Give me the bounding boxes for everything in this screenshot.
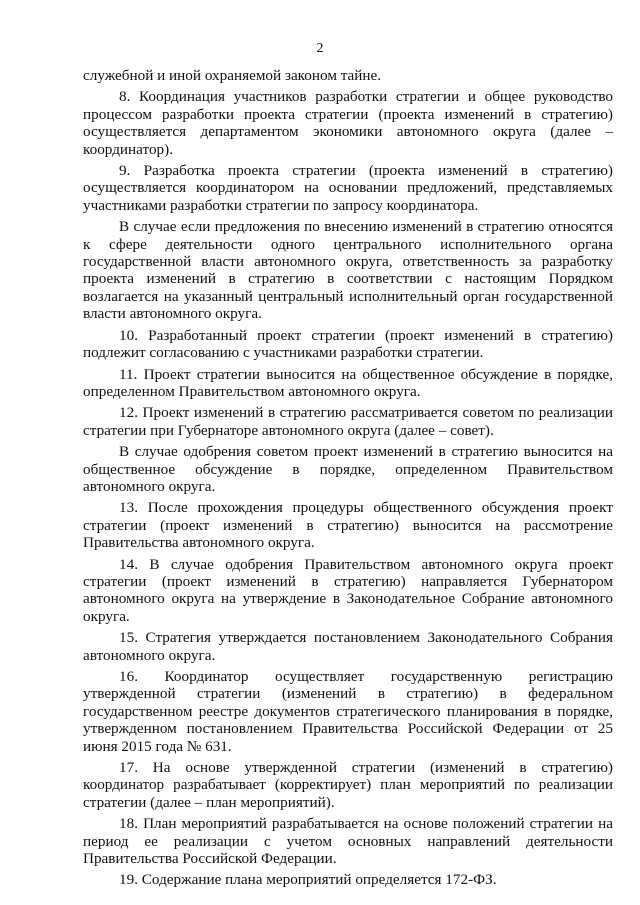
paragraph-item-9-note: В случае если предложения по внесению изменений в стратегию относятся к сфере деятельности одного центрального исполнительного органа государственной власти автономного округа, ответственность за разработку проекта изменений в стратегию в соответствии с настоящим Порядком возлагается на указанный центральный исполнительный орган государственной власти автономного округа.	[83, 218, 613, 323]
paragraph-continuation: служебной и иной охраняемой законом тайне.	[83, 67, 382, 84]
paragraph-item-19: 19. Содержание плана мероприятий определяется 172-ФЗ.	[119, 871, 497, 889]
paragraph-item-15: 15. Стратегия утверждается постановлением Законодательного Собрания автономного округа.	[83, 629, 613, 664]
paragraph-item-13: 13. После прохождения процедуры общественного обсуждения проект стратегии (проект изменений в стратегию) выносится на рассмотрение Правительства автономного округа.	[83, 499, 613, 552]
paragraph-item-10: 10. Разработанный проект стратегии (проект изменений в стратегию) подлежит согласованию с участниками разработки стратегии.	[83, 326, 613, 362]
paragraph-item-14: 14. В случае одобрения Правительством автономного округа проект стратегии (проект изменений в стратегию) направляется Губернатором автономного округа на утверждение в Законодательное Собрание автономного округа.	[83, 555, 613, 625]
paragraph-item-9: 9. Разработка проекта стратегии (проекта изменений в стратегию) осуществляется координатором на основании предложений, представляемых участниками разработки стратегии по запросу координатора.	[83, 162, 613, 214]
paragraph-item-12: 12. Проект изменений в стратегию рассматривается советом по реализации стратегии при Губернаторе автономного округа (далее – совет).	[83, 404, 613, 439]
paragraph-item-17: 17. На основе утвержденной стратегии (изменений в стратегию) координатор разрабатывает (корректирует) план мероприятий по реализации стратегии (далее – план мероприятий).	[83, 759, 613, 811]
paragraph-item-8: 8. Координация участников разработки стратегии и общее руководство процессом разработки проекта стратегии (проекта изменений в стратегию) осуществляется департаментом экономики автономного округа (далее – координатор).	[83, 88, 613, 158]
document-body	[83, 67, 613, 893]
paragraph-item-12-note: В случае одобрения советом проект изменений в стратегию выносится на общественное обсуждение в порядке, определенном Правительством автономного округа.	[83, 443, 613, 495]
paragraph-item-11: 11. Проект стратегии выносится на общественное обсуждение в порядке, определенном Правительством автономного округа.	[83, 365, 613, 400]
paragraph-item-18: 18. План мероприятий разрабатывается на основе положений стратегии на период ее реализации с учетом основных направлений деятельности Правительства Российской Федерации.	[83, 815, 613, 868]
paragraph-item-16: 16. Координатор осуществляет государственную регистрацию утвержденной стратегии (изменений в стратегию) в федеральном государственном реестре документов стратегического планирования в порядке, утвержденном постановлением Правительства Российской Федерации от 25 июня 2015 года № 631.	[83, 668, 613, 755]
page-number: 2	[316, 41, 324, 56]
